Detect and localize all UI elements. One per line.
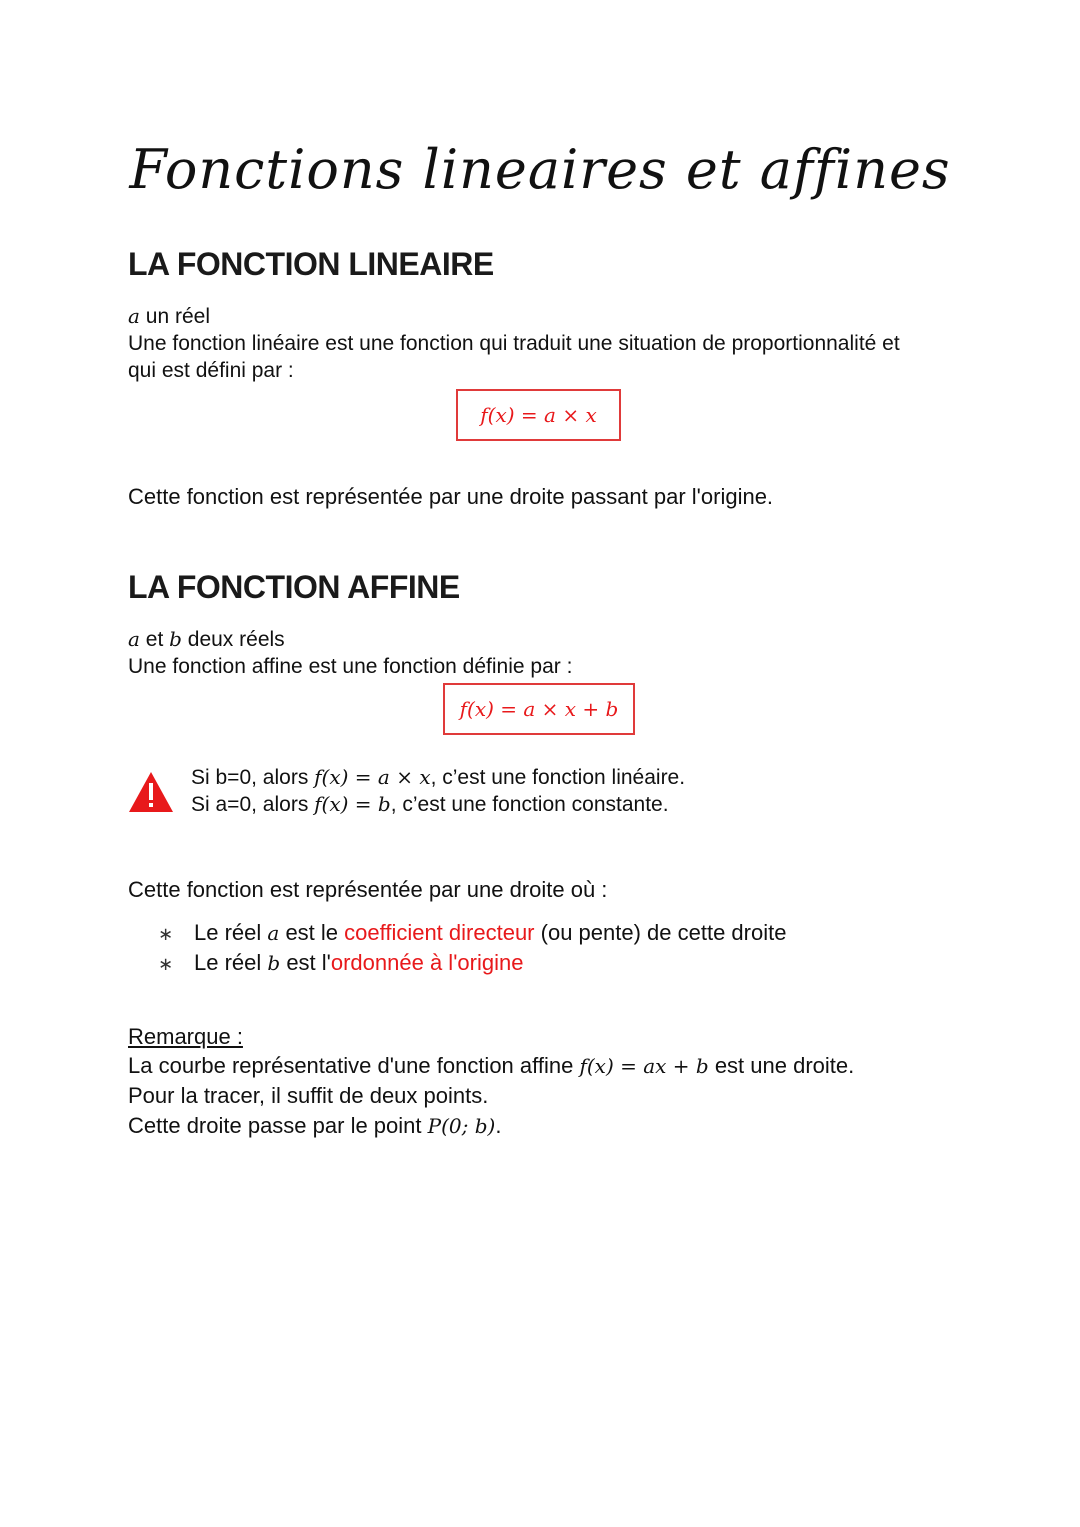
warning-line-2-post: , c’est une fonction constante. [390,793,669,816]
formula-affine: f(x) = a × x + b [443,683,635,735]
affine-represent-intro: Cette fonction est représentée par une droite où : [128,877,608,902]
list-item [158,918,786,949]
lineaire-def-line1: Une fonction linéaire est une fonction qui traduit une situation de proportionnalité et [128,332,900,355]
affine-intro-et: et [139,628,170,651]
warning-line-2-pre: Si a=0, alors [191,793,315,816]
affine-intro [128,626,285,653]
remarque-line-1-math: f(x) = ax + b [579,1054,709,1078]
affine-intro-text: deux réels [181,628,285,651]
bullet-highlight: coefficient directeur [344,920,535,945]
page-title: Fonctions lineaires et affines [129,138,951,201]
remarque-line-3 [128,1112,501,1140]
warning-line-1 [191,764,685,791]
warning-line-1-pre: Si b=0, alors [191,766,315,789]
lineaire-intro-text: un réel [139,305,210,328]
var-a: a [128,304,140,328]
var-a: a [128,627,140,651]
bullet-mid: est l' [280,950,331,975]
bullet-star-icon: ∗ [158,954,174,974]
bullet-star-icon: ∗ [158,924,174,944]
remarque-line-3-post: . [495,1113,502,1138]
section-heading-affine: LA FONCTION AFFINE [128,569,460,605]
remarque-line-1 [128,1052,854,1080]
warning-line-2 [191,791,669,818]
bullet-var: a [267,921,280,945]
lineaire-conclusion: Cette fonction est représentée par une droite passant par l'origine. [128,484,774,509]
bullet-post: (ou pente) de cette droite [534,920,787,945]
list-item [158,948,523,979]
bullet-mid: est le [279,920,345,945]
warning-line-1-math: f(x) = a × x [314,765,431,789]
section-heading-lineaire: LA FONCTION LINEAIRE [128,246,494,282]
warning-line-2-math: f(x) = b [314,792,391,816]
remarque-line-1-post: est une droite. [708,1053,855,1078]
warning-line-1-post: , c’est une fonction linéaire. [430,766,686,789]
affine-def-line: Une fonction affine est une fonction définie par : [128,655,573,678]
var-b: b [169,627,182,651]
lineaire-intro [128,303,210,330]
remarque-line-1-pre: La courbe représentative d'une fonction affine [128,1053,580,1078]
warning-triangle-icon [127,770,175,814]
bullet-highlight: ordonnée à l'origine [330,950,524,975]
remarque-line-3-pre: Cette droite passe par le point [128,1113,428,1138]
formula-lineaire: f(x) = a × x [456,389,621,441]
bullet-var: b [267,951,281,975]
remarque-line-2: Pour la tracer, il suffit de deux points. [128,1083,489,1108]
remarque-label: Remarque : [128,1024,243,1049]
lineaire-def-line2: qui est défini par : [128,359,294,382]
remarque-line-3-math: P(0; b) [427,1114,496,1138]
bullet-pre: Le réel [194,950,268,975]
bullet-pre: Le réel [194,920,268,945]
